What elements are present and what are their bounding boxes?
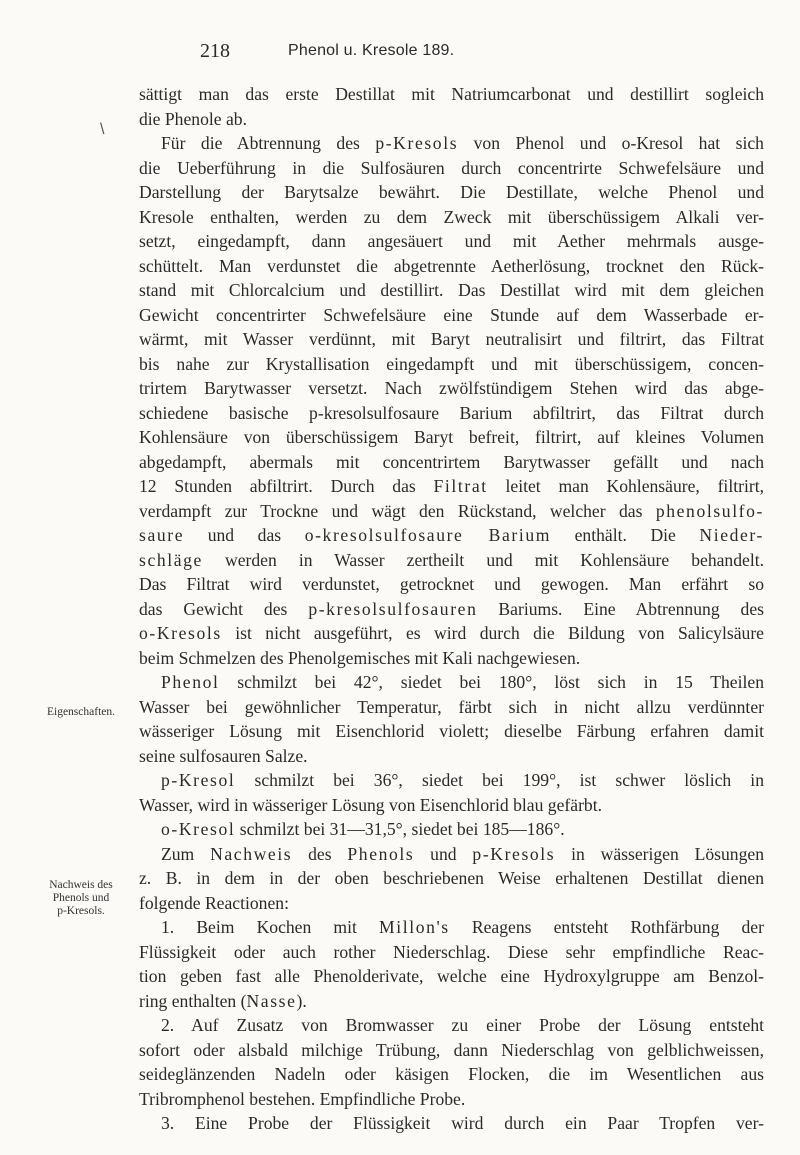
text-line: ring enthalten (Nasse). <box>139 990 307 1011</box>
margin-note-line: p-Kresols. <box>57 905 105 917</box>
text-line: schläge werden in Wasser zertheilt und mit Kohlensäure behandelt. <box>139 549 764 570</box>
text-line: stand mit Chlorcalcium und destillirt. Das Destillat wird mit dem gleichen <box>139 280 764 300</box>
emphasis: o-kresolsulfosaure Barium <box>304 525 552 545</box>
emphasis: Filtrat <box>433 476 488 496</box>
text-line: die Phenole ab. <box>139 108 247 129</box>
text-line: schüttelt. Man verdunstet die abgetrennte Aetherlösung, trocknet den Rück- <box>139 255 764 276</box>
emphasis: Phenol <box>161 672 220 692</box>
margin-mark: \ <box>100 121 105 138</box>
text-line: tion geben fast alle Phenolderivate, welche eine Hydroxylgruppe am Benzol- <box>139 966 764 986</box>
emphasis: Nachweis <box>210 843 293 864</box>
text-line: Für die Abtrennung des p-Kresols von Phenol und o-Kresol hat sich <box>161 133 764 153</box>
emphasis: phenolsulfo- <box>655 500 764 521</box>
emphasis: saure <box>139 525 185 545</box>
emphasis: o-Kresol <box>161 819 236 839</box>
text-line: abgedampft, abermals mit concentrirtem Barytwasser gefällt und nach <box>139 451 764 472</box>
text-line: Gewicht concentrirter Schwefelsäure eine Stunde auf dem Wasserbade er- <box>139 304 764 325</box>
running-title: Phenol u. Kresole 189. <box>288 42 455 59</box>
text-line: Wasser bei gewöhnlicher Temperatur, färbt sich in nicht allzu verdünnter <box>139 696 764 717</box>
text-line: trirtem Barytwasser versetzt. Nach zwölfstündigem Stehen wird das abge- <box>139 378 764 398</box>
text-line: setzt, eingedampft, dann angesäuert und mit Aether mehrmals ausge- <box>139 231 764 251</box>
emphasis: p-kresolsulfosauren <box>308 598 478 619</box>
emphasis: Nieder- <box>699 525 764 545</box>
text-line: Darstellung der Barytsalze bewährt. Die Destillate, welche Phenol und <box>139 182 764 202</box>
text-line: seine sulfosauren Salze. <box>139 745 308 766</box>
page-header <box>200 40 760 66</box>
text-line: das Gewicht des p-kresolsulfosauren Bariums. Eine Abtrennung des <box>139 598 764 619</box>
text-line: die Ueberführung in die Sulfosäuren durch concentrirte Schwefelsäure und <box>139 157 764 178</box>
text-line: 1. Beim Kochen mit Millon's Reagens entsteht Rothfärbung der <box>161 917 764 937</box>
text-line: sofort oder alsbald milchige Trübung, dann Niederschlag von gelblichweissen, <box>139 1039 764 1060</box>
text-line: folgende Reactionen: <box>139 892 289 913</box>
text-line: 2. Auf Zusatz von Bromwasser zu einer Probe der Lösung entsteht <box>161 1015 764 1035</box>
text-line: Zum Nachweis des Phenols und p-Kresols in wässerigen Lösungen <box>161 843 765 864</box>
body-text <box>139 82 764 1136</box>
text-line: 3. Eine Probe der Flüssigkeit wird durch ein Paar Tropfen ver- <box>161 1113 764 1133</box>
margin-note-line: Phenols und <box>52 892 110 904</box>
text-line: saure und das o-kresolsulfosaure Barium enthält. Die Nieder- <box>139 525 764 545</box>
emphasis: o-Kresols <box>139 623 222 643</box>
emphasis: p-Kresols <box>472 843 556 864</box>
text-line: 12 Stunden abfiltrirt. Durch das Filtrat leitet man Kohlensäure, filtrirt, <box>139 476 764 496</box>
emphasis: p-Kresols <box>375 133 459 153</box>
text-line: bis nahe zur Krystallisation eingedampft und mit überschüssigem, concen- <box>139 353 764 374</box>
emphasis: schläge <box>139 549 203 570</box>
text-line: Kohlensäure von überschüssigem Baryt befreit, filtrirt, auf kleines Volumen <box>139 427 764 447</box>
text-line: beim Schmelzen des Phenolgemisches mit Kali nachgewiesen. <box>139 647 581 668</box>
text-line: Kresole enthalten, werden zu dem Zweck mit überschüssigem Alkali ver- <box>139 206 764 227</box>
text-line: o-Kresol schmilzt bei 31—31,5°, siedet bei 185—186°. <box>161 819 565 839</box>
text-line: sättigt man das erste Destillat mit Natriumcarbonat und destillirt sogleich <box>139 84 764 104</box>
text-line: Tribromphenol bestehen. Empfindliche Probe. <box>139 1088 466 1109</box>
margin-note-line: Nachweis des <box>49 879 113 891</box>
text-line: verdampft zur Trockne und wägt den Rückstand, welcher das phenolsulfo- <box>139 500 764 521</box>
emphasis: Phenols <box>347 843 415 864</box>
text-line: Flüssigkeit oder auch rother Niederschlag. Diese sehr empfindliche Reac- <box>139 941 764 962</box>
text-line: p-Kresol schmilzt bei 36°, siedet bei 199°, ist schwer löslich in <box>161 770 764 790</box>
emphasis: Millon's <box>379 917 450 937</box>
text-line: wässeriger Lösung mit Eisenchlorid violett; dieselbe Färbung erfahren damit <box>139 721 764 741</box>
margin-note-nachweis <box>26 879 136 918</box>
text-line: seideglänzenden Nadeln oder käsigen Flocken, die im Wesentlichen aus <box>139 1064 764 1084</box>
text-line: Wasser, wird in wässeriger Lösung von Eisenchlorid blau gefärbt. <box>139 794 603 815</box>
margin-note-eigenschaften: Eigenschaften. <box>46 706 115 718</box>
page-number: 218 <box>200 40 230 62</box>
text-line: Das Filtrat wird verdunstet, getrocknet und gewogen. Man erfährt so <box>139 574 764 594</box>
text-line: Phenol schmilzt bei 42°, siedet bei 180°, löst sich in 15 Theilen <box>161 672 764 692</box>
text-line: o-Kresols ist nicht ausgeführt, es wird durch die Bildung von Salicylsäure <box>139 623 764 643</box>
text-line: wärmt, mit Wasser verdünnt, mit Baryt neutralisirt und filtrirt, das Filtrat <box>139 329 764 349</box>
text-line: schiedene basische p-kresolsulfosaure Barium abfiltrirt, das Filtrat durch <box>139 402 764 423</box>
emphasis: p-Kresol <box>161 770 236 790</box>
emphasis: Nasse <box>246 990 297 1011</box>
text-line: z. B. in dem in der oben beschriebenen Weise erhaltenen Destillat dienen <box>139 868 764 888</box>
